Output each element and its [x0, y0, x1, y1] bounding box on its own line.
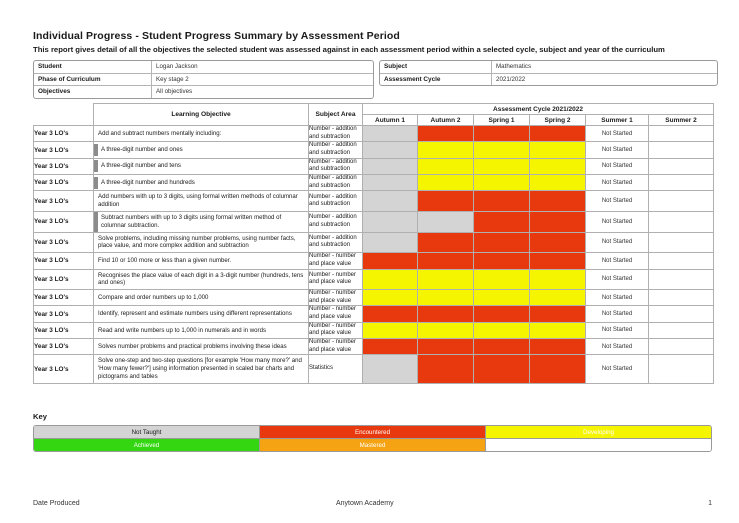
status-cell-developing[interactable]: [418, 269, 474, 290]
status-cell-empty: [649, 322, 714, 338]
indent-marker: [94, 212, 98, 232]
status-cell-developing[interactable]: [530, 290, 586, 306]
row-subject-area: Number - addition and subtraction: [309, 175, 363, 191]
status-cell-developing[interactable]: [474, 290, 530, 306]
status-cell-encountered[interactable]: [474, 306, 530, 322]
row-year-label: Year 3 LO's: [34, 306, 94, 322]
status-cell-not-taught[interactable]: [363, 142, 418, 158]
subject-info-row: [380, 74, 717, 86]
status-cell-encountered[interactable]: [363, 339, 418, 355]
table-header-row-group: [34, 104, 714, 115]
table-row[interactable]: [34, 142, 714, 158]
status-cell-encountered[interactable]: [418, 126, 474, 142]
objective-text: Compare and order numbers up to 1,000: [98, 293, 209, 301]
key-item-not-taught: Not Taught: [34, 426, 260, 438]
objective-text: Solves number problems and practical problems involving these ideas: [98, 342, 287, 350]
status-cell-not-taught[interactable]: [363, 126, 418, 142]
status-cell-text[interactable]: Not Started: [586, 269, 649, 290]
row-year-label: Year 3 LO's: [34, 158, 94, 174]
status-cell-developing[interactable]: [418, 158, 474, 174]
status-cell-encountered[interactable]: [418, 232, 474, 253]
status-cell-encountered[interactable]: [530, 126, 586, 142]
row-subject-area: Number - number and place value: [309, 290, 363, 306]
row-subject-area: Number - number and place value: [309, 269, 363, 290]
row-subject-area: Number - addition and subtraction: [309, 191, 363, 212]
student-info-label: Phase of Curriculum: [34, 74, 152, 86]
status-cell-encountered[interactable]: [474, 355, 530, 383]
row-learning-objective: [94, 191, 309, 212]
status-cell-encountered[interactable]: [530, 232, 586, 253]
status-cell-encountered[interactable]: [474, 126, 530, 142]
row-learning-objective: [94, 142, 309, 158]
footer-date-produced: Date Produced: [33, 500, 80, 507]
header-term-autumn-2: Autumn 2: [418, 115, 474, 126]
objective-text: Add and subtract numbers mentally including:: [98, 129, 222, 137]
row-learning-objective: [94, 339, 309, 355]
status-cell-empty: [649, 191, 714, 212]
header-term-autumn-1: Autumn 1: [363, 115, 418, 126]
status-cell-text[interactable]: Not Started: [586, 142, 649, 158]
key-heading: Key: [33, 412, 47, 421]
status-cell-empty: [649, 269, 714, 290]
subject-info-label: Assessment Cycle: [380, 74, 492, 86]
status-cell-developing[interactable]: [363, 290, 418, 306]
row-year-label: Year 3 LO's: [34, 339, 94, 355]
indent-marker: [94, 144, 98, 156]
row-learning-objective: [94, 232, 309, 253]
indent-marker: [94, 177, 98, 189]
table-row[interactable]: [34, 232, 714, 253]
status-cell-encountered[interactable]: [474, 232, 530, 253]
table-row[interactable]: [34, 175, 714, 191]
student-info-row: [34, 86, 373, 98]
header-term-spring-2: Spring 2: [530, 115, 586, 126]
row-learning-objective: [94, 175, 309, 191]
row-year-label: Year 3 LO's: [34, 322, 94, 338]
progress-table-wrapper: [33, 103, 713, 384]
row-year-label: Year 3 LO's: [34, 191, 94, 212]
status-cell-not-taught[interactable]: [363, 191, 418, 212]
status-cell-developing[interactable]: [363, 269, 418, 290]
header-term-summer-1: Summer 1: [586, 115, 649, 126]
header-corner-blank: [34, 104, 94, 126]
page-subtitle: This report gives detail of all the objectives the selected student was assessed against in each assessment period within a selected cycle, subject and year of the curriculum: [33, 45, 665, 54]
header-term-summer-2: Summer 2: [649, 115, 714, 126]
footer-page-number: 1: [708, 500, 712, 507]
student-info-value: All objectives: [156, 88, 193, 96]
row-subject-area: Number - number and place value: [309, 306, 363, 322]
indent-marker: [94, 160, 98, 172]
row-subject-area: Number - addition and subtraction: [309, 211, 363, 232]
status-cell-empty: [649, 126, 714, 142]
status-cell-developing[interactable]: [530, 142, 586, 158]
objective-text: A three-digit number and hundreds: [101, 178, 195, 186]
status-cell-not-taught[interactable]: [363, 232, 418, 253]
objective-text: Read and write numbers up to 1,000 in numerals and in words: [98, 326, 267, 334]
row-subject-area: Number - addition and subtraction: [309, 232, 363, 253]
status-cell-text[interactable]: Not Started: [586, 322, 649, 338]
status-cell-empty: [649, 339, 714, 355]
row-subject-area: Number - addition and subtraction: [309, 126, 363, 142]
status-cell-text[interactable]: Not Started: [586, 191, 649, 212]
table-row[interactable]: [34, 158, 714, 174]
status-cell-encountered[interactable]: [474, 253, 530, 269]
row-year-label: Year 3 LO's: [34, 355, 94, 383]
row-learning-objective: [94, 322, 309, 338]
objective-text: Identify, represent and estimate numbers using different representations: [98, 310, 292, 318]
objective-text: Add numbers with up to 3 digits, using formal written methods of columnar addition: [98, 193, 298, 209]
key-item-encountered: Encountered: [260, 426, 486, 438]
status-cell-developing[interactable]: [418, 322, 474, 338]
table-row[interactable]: [34, 253, 714, 269]
status-cell-encountered[interactable]: [418, 253, 474, 269]
row-learning-objective: [94, 355, 309, 383]
header-learning-objective: Learning Objective: [94, 104, 309, 126]
page-title: Individual Progress - Student Progress Summary by Assessment Period: [33, 30, 400, 42]
status-cell-text[interactable]: Not Started: [586, 306, 649, 322]
status-cell-not-taught[interactable]: [418, 211, 474, 232]
status-cell-developing[interactable]: [418, 290, 474, 306]
student-info-row: [34, 61, 373, 74]
row-year-label: Year 3 LO's: [34, 253, 94, 269]
header-assessment-cycle: Assessment Cycle 2021/2022: [363, 104, 714, 115]
objective-text: Find 10 or 100 more or less than a given number.: [98, 256, 232, 264]
status-cell-encountered[interactable]: [530, 191, 586, 212]
row-subject-area: Number - number and place value: [309, 339, 363, 355]
status-cell-text[interactable]: Not Started: [586, 290, 649, 306]
row-subject-area: Number - number and place value: [309, 253, 363, 269]
objective-text: Recognises the place value of each digit in a 3-digit number (hundreds, tens and ones): [98, 271, 304, 287]
row-learning-objective: [94, 290, 309, 306]
row-year-label: Year 3 LO's: [34, 269, 94, 290]
status-cell-text[interactable]: Not Started: [586, 339, 649, 355]
status-cell-encountered[interactable]: [474, 191, 530, 212]
status-cell-empty: [649, 232, 714, 253]
status-cell-text[interactable]: Not Started: [586, 232, 649, 253]
status-cell-text[interactable]: Not Started: [586, 355, 649, 383]
table-row[interactable]: [34, 211, 714, 232]
student-info-label: Objectives: [34, 86, 152, 98]
status-cell-empty: [649, 253, 714, 269]
table-row[interactable]: [34, 306, 714, 322]
status-cell-encountered[interactable]: [418, 339, 474, 355]
header-term-spring-1: Spring 1: [474, 115, 530, 126]
objective-text: Solve one-step and two-step questions [for example 'How many more?' and 'How many fewer?'] using information presented in scaled bar charts and pictograms and tables: [98, 357, 302, 381]
status-cell-encountered[interactable]: [418, 355, 474, 383]
row-year-label: Year 3 LO's: [34, 175, 94, 191]
objective-text: Subtract numbers with up to 3 digits using formal written method of columnar subtraction.: [101, 213, 282, 229]
status-cell-developing[interactable]: [474, 175, 530, 191]
status-cell-not-taught[interactable]: [363, 355, 418, 383]
status-cell-encountered[interactable]: [474, 339, 530, 355]
progress-table: [33, 103, 714, 384]
status-cell-not-taught[interactable]: [363, 175, 418, 191]
status-cell-text[interactable]: Not Started: [586, 126, 649, 142]
key-item-empty: [486, 439, 711, 451]
row-year-label: Year 3 LO's: [34, 211, 94, 232]
subject-info-table: [379, 60, 718, 86]
status-cell-text[interactable]: Not Started: [586, 211, 649, 232]
objective-text: A three-digit number and ones: [101, 146, 183, 154]
status-cell-developing[interactable]: [474, 158, 530, 174]
row-subject-area: Number - addition and subtraction: [309, 158, 363, 174]
status-cell-not-taught[interactable]: [363, 211, 418, 232]
status-cell-encountered[interactable]: [530, 253, 586, 269]
row-year-label: Year 3 LO's: [34, 290, 94, 306]
table-row[interactable]: [34, 355, 714, 383]
table-row[interactable]: [34, 269, 714, 290]
objective-text: Solve problems, including missing number problems, using number facts, place value, and more complex addition and subtraction: [98, 234, 296, 250]
key-legend: [33, 425, 712, 452]
status-cell-empty: [649, 158, 714, 174]
status-cell-empty: [649, 355, 714, 383]
student-info-value: Logan Jackson: [156, 63, 198, 71]
status-cell-encountered[interactable]: [530, 211, 586, 232]
key-row: [34, 426, 711, 438]
subject-info-row: [380, 61, 717, 74]
student-info-value: Key stage 2: [156, 75, 189, 83]
status-cell-encountered[interactable]: [418, 191, 474, 212]
status-cell-empty: [649, 211, 714, 232]
status-cell-developing[interactable]: [474, 322, 530, 338]
status-cell-encountered[interactable]: [363, 253, 418, 269]
status-cell-empty: [649, 306, 714, 322]
row-learning-objective: [94, 253, 309, 269]
row-year-label: Year 3 LO's: [34, 126, 94, 142]
status-cell-encountered[interactable]: [474, 211, 530, 232]
subject-info-value: Mathematics: [496, 63, 532, 71]
status-cell-text[interactable]: Not Started: [586, 175, 649, 191]
status-cell-developing[interactable]: [418, 175, 474, 191]
row-learning-objective: [94, 211, 309, 232]
footer-school-name: Anytown Academy: [336, 500, 394, 507]
key-row: [34, 438, 711, 451]
status-cell-developing[interactable]: [474, 142, 530, 158]
table-row[interactable]: [34, 339, 714, 355]
row-subject-area: Statistics: [309, 355, 363, 383]
row-learning-objective: [94, 126, 309, 142]
row-learning-objective: [94, 306, 309, 322]
row-year-label: Year 3 LO's: [34, 232, 94, 253]
status-cell-text[interactable]: Not Started: [586, 158, 649, 174]
status-cell-not-taught[interactable]: [363, 158, 418, 174]
objective-text: A three-digit number and tens: [101, 162, 181, 170]
row-year-label: Year 3 LO's: [34, 142, 94, 158]
status-cell-developing[interactable]: [530, 175, 586, 191]
status-cell-developing[interactable]: [418, 142, 474, 158]
table-row[interactable]: [34, 322, 714, 338]
row-subject-area: Number - number and place value: [309, 322, 363, 338]
status-cell-encountered[interactable]: [530, 339, 586, 355]
student-info-row: [34, 74, 373, 87]
status-cell-encountered[interactable]: [530, 355, 586, 383]
status-cell-encountered[interactable]: [530, 306, 586, 322]
status-cell-developing[interactable]: [530, 158, 586, 174]
status-cell-developing[interactable]: [530, 269, 586, 290]
table-row[interactable]: [34, 290, 714, 306]
row-subject-area: Number - addition and subtraction: [309, 142, 363, 158]
student-info-table: [33, 60, 374, 99]
status-cell-developing[interactable]: [363, 322, 418, 338]
subject-info-value: 2021/2022: [496, 75, 526, 83]
header-subject-area: Subject Area: [309, 104, 363, 126]
table-row[interactable]: [34, 126, 714, 142]
status-cell-encountered[interactable]: [418, 306, 474, 322]
status-cell-empty: [649, 142, 714, 158]
subject-info-label: Subject: [380, 61, 492, 73]
status-cell-developing[interactable]: [474, 269, 530, 290]
status-cell-empty: [649, 175, 714, 191]
status-cell-text[interactable]: Not Started: [586, 253, 649, 269]
table-row[interactable]: [34, 191, 714, 212]
row-learning-objective: [94, 158, 309, 174]
student-info-label: Student: [34, 61, 152, 73]
key-item-achieved: Achieved: [34, 439, 260, 451]
status-cell-empty: [649, 290, 714, 306]
row-learning-objective: [94, 269, 309, 290]
status-cell-developing[interactable]: [530, 322, 586, 338]
key-item-mastered: Mastered: [260, 439, 486, 451]
status-cell-encountered[interactable]: [363, 306, 418, 322]
key-item-developing: Developing: [486, 426, 711, 438]
